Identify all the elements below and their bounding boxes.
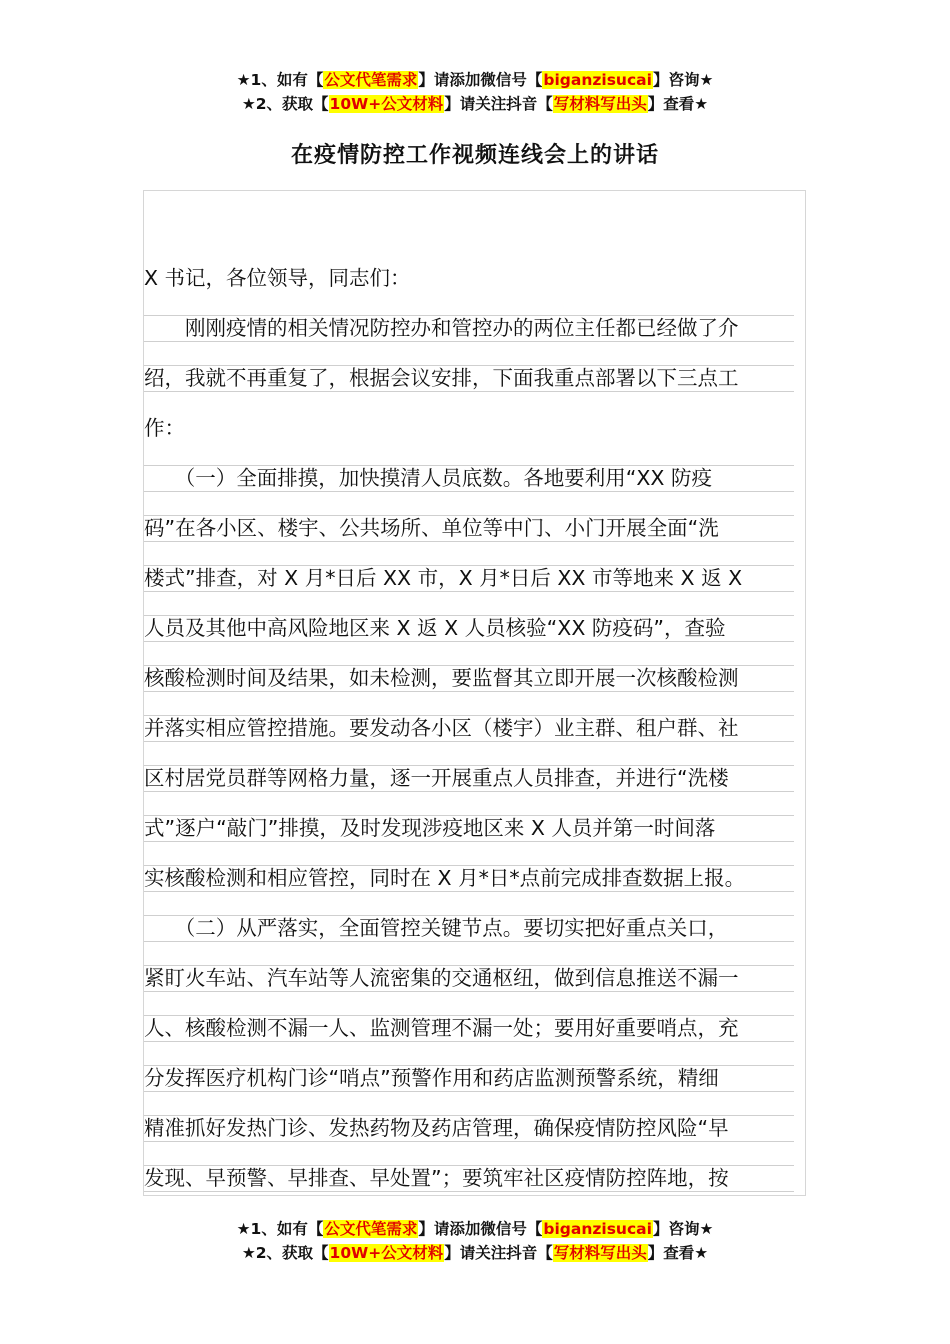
promo-line-1: ★1、如有【公文代笔需求】请添加微信号【biganzisucai】咨询★ [236,1220,714,1238]
document-title: 在疫情防控工作视频连线会上的讲话 [290,143,659,168]
promo-highlight-douyin: 写材料写出头 [553,1244,647,1262]
text-line: 紧盯火车站、汽车站等人流密集的交通枢纽，做到信息推送不漏一 [144,965,794,992]
text-line: 码”在各小区、楼宇、公共场所、单位等中门、小门开展全面“洗 [144,515,794,542]
text-line: X 书记，各位领导，同志们： [144,266,411,290]
text-line: 区村居党员群等网格力量，逐一开展重点人员排查，并进行“洗楼 [144,765,794,792]
promo-highlight: 公文代笔需求 [324,71,418,89]
promo-highlight-wechat: biganzisucai [543,71,652,89]
text-line: 楼式”排查，对 X 月*日后 XX 市，X 月*日后 XX 市等地来 X 返 X [144,565,794,592]
text-line: 刚刚疫情的相关情况防控办和管控办的两位主任都已经做了介 [144,315,794,342]
text-line: （二）从严落实，全面管控关键节点。要切实把好重点关口， [144,915,794,942]
promo-highlight-wechat: biganzisucai [543,1220,652,1238]
text-line: 核酸检测时间及结果，如未检测，要监督其立即开展一次核酸检测 [144,665,794,692]
text-line: 人员及其他中高风险地区来 X 返 X 人员核验“XX 防疫码”，查验 [144,615,794,642]
text-line: 绍，我就不再重复了，根据会议安排，下面我重点部署以下三点工 [144,365,794,392]
text-line: 分发挥医疗机构门诊“哨点”预警作用和药店监测预警系统，精细 [144,1065,794,1092]
promo-highlight: 公文代笔需求 [324,1220,418,1238]
promo-highlight: 10W+公文材料 [329,95,444,113]
promo-line-2: ★2、获取【10W+公文材料】请关注抖音【写材料写出头】查看★ [241,95,709,113]
text-line: 式”逐户“敲门”排摸，及时发现涉疫地区来 X 人员并第一时间落 [144,815,794,842]
text-line: 发现、早预警、早排查、早处置”；要筑牢社区疫情防控阵地，按 [144,1165,794,1192]
text-line: 作： [144,416,185,440]
promo-line-1: ★1、如有【公文代笔需求】请添加微信号【biganzisucai】咨询★ [236,71,714,89]
text-line: 并落实相应管控措施。要发动各小区（楼宇）业主群、租户群、社 [144,715,794,742]
promo-highlight-douyin: 写材料写出头 [553,95,647,113]
text-line: 人、核酸检测不漏一人、监测管理不漏一处；要用好重要哨点，充 [144,1015,794,1042]
text-line: （一）全面排摸，加快摸清人员底数。各地要利用“XX 防疫 [144,465,794,492]
text-line: 精准抓好发热门诊、发热药物及药店管理，确保疫情防控风险“早 [144,1115,794,1142]
header-promo [0,68,950,116]
document-body [143,190,806,1196]
promo-line-2: ★2、获取【10W+公文材料】请关注抖音【写材料写出头】查看★ [241,1244,709,1262]
text-line: 实核酸检测和相应管控，同时在 X 月*日*点前完成排查数据上报。 [144,865,794,892]
footer-promo [0,1217,950,1265]
promo-highlight: 10W+公文材料 [329,1244,444,1262]
